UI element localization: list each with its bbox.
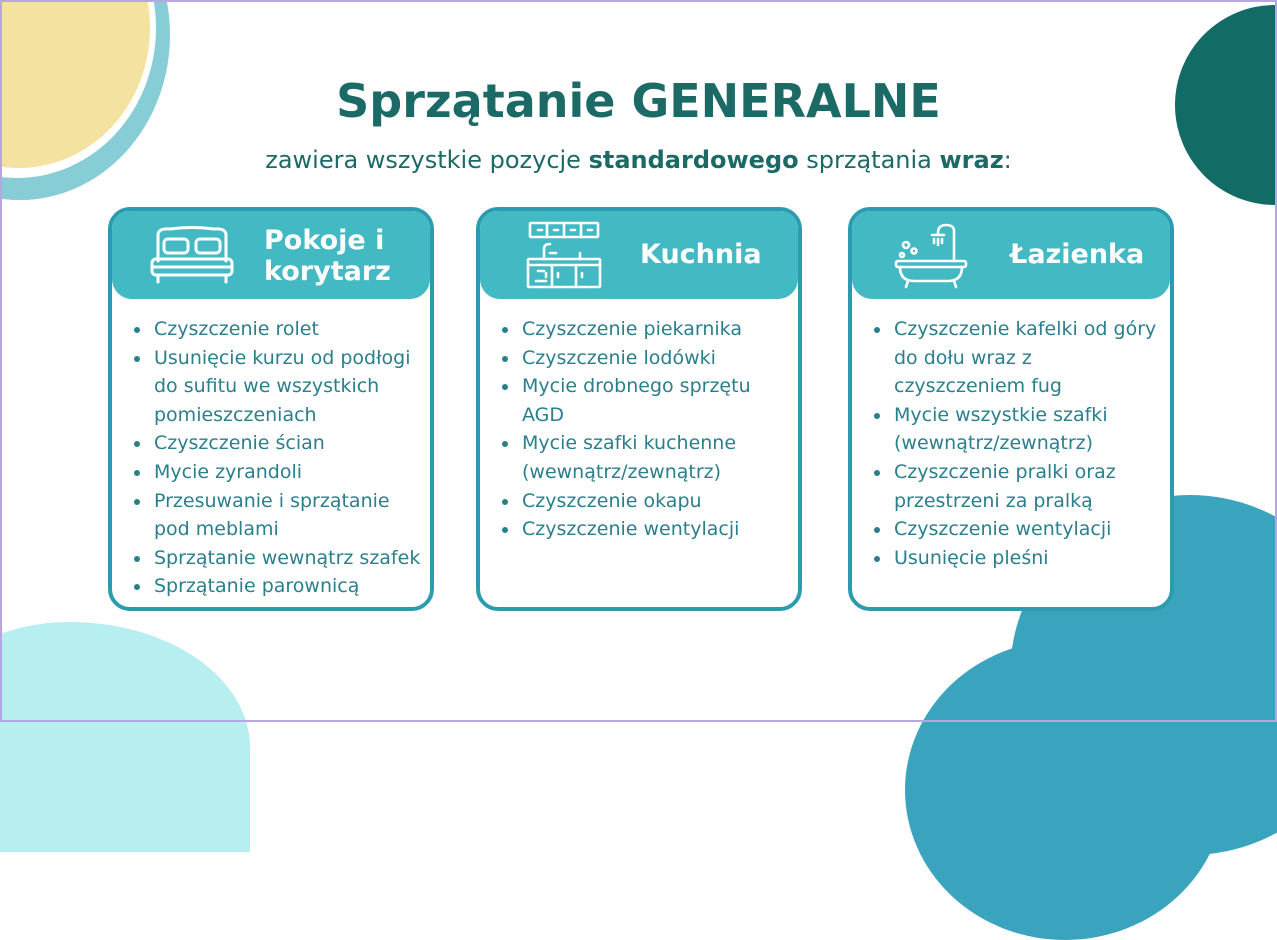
list-item: • Mycie szafki kuchenne (wewnątrz/zewnątrz) [520,429,792,486]
kitchen-icon [524,219,604,291]
list-item: • Czyszczenie kafelki od góry do dołu wraz z czyszczeniem fug [892,315,1164,401]
list-item: • Mycie wszystkie szafki (wewnątrz/zewnątrz) [892,401,1164,458]
page-title: Sprzątanie GENERALNE [336,74,941,128]
page-subtitle [0,146,1277,174]
card-title-line: Pokoje i [264,225,385,256]
list-item: • Usunięcie pleśni [892,544,1164,573]
card-title: Łazienka [1010,239,1145,270]
list-item: • Czyszczenie rolet [152,315,424,344]
card-header [112,211,430,299]
subtitle-bold-standard: standardowego [588,146,799,174]
list-item: • Mycie zyrandoli [152,458,424,487]
card-list [502,315,792,544]
card-title: Kuchnia [640,239,762,270]
list-item: • Mycie drobnego sprzętu AGD [520,372,792,429]
decor-blob [0,622,250,852]
subtitle-text: sprzątania [798,146,940,174]
list-item: • Czyszczenie pralki oraz przestrzeni za pralką [892,458,1164,515]
list-item: • Czyszczenie wentylacji [892,515,1164,544]
bathtub-icon [892,221,970,291]
subtitle-text: zawiera wszystkie pozycje [265,146,589,174]
list-item: • Czyszczenie okapu [520,487,792,516]
card-list [134,315,424,601]
list-item: • Przesuwanie i sprzątanie pod meblami [152,487,424,544]
card-title [264,225,391,287]
card-bathroom [848,207,1174,611]
list-item: • Usunięcie kurzu od podłogi do sufitu we wszystkich pomieszczeniach [152,344,424,430]
list-item: • Czyszczenie wentylacji [520,515,792,544]
card-kitchen [476,207,802,611]
list-item: • Sprzątanie wewnątrz szafek [152,544,424,573]
subtitle-text: : [1003,146,1012,174]
list-item: • Czyszczenie ścian [152,429,424,458]
card-header [852,211,1170,299]
card-rooms [108,207,434,611]
card-title-line: korytarz [264,256,391,287]
list-item: • Sprzątanie parownicą [152,572,424,601]
list-item: • Czyszczenie piekarnika [520,315,792,344]
card-list [874,315,1164,572]
list-item: • Czyszczenie lodówki [520,344,792,373]
card-header [480,211,798,299]
subtitle-bold-wraz: wraz [939,146,1004,174]
bed-icon [148,225,236,287]
